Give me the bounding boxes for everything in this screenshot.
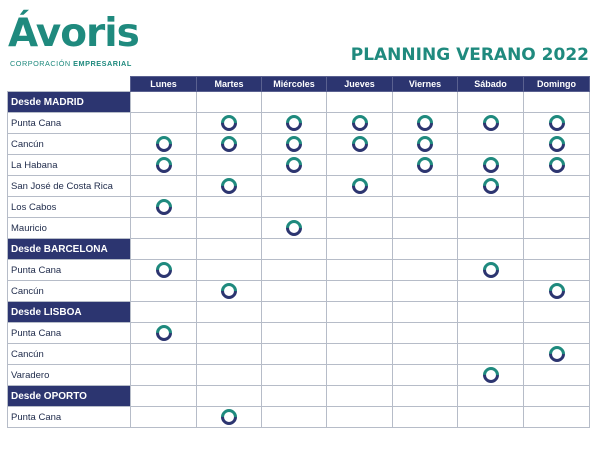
- day-cell: [524, 155, 590, 176]
- day-cell: [393, 197, 458, 218]
- day-cell: [197, 365, 262, 386]
- empty-cell: [327, 386, 393, 407]
- route-row: [8, 281, 590, 302]
- day-cell: [458, 134, 524, 155]
- day-cell: [393, 407, 458, 428]
- day-cell: [393, 134, 458, 155]
- destination-name: La Habana: [8, 155, 131, 176]
- logo-subtitle-regular: CORPORACIÓN: [10, 59, 71, 68]
- route-row: [8, 260, 590, 281]
- flight-ring-icon: [545, 279, 568, 302]
- flight-ring-icon: [218, 111, 241, 134]
- empty-cell: [458, 386, 524, 407]
- weekday-header: Miércoles: [262, 77, 327, 92]
- day-cell: [458, 344, 524, 365]
- flight-ring-icon: [283, 153, 306, 176]
- day-cell: [458, 113, 524, 134]
- flight-ring-icon: [414, 132, 437, 155]
- weekday-header: Lunes: [131, 77, 197, 92]
- day-cell: [131, 260, 197, 281]
- day-cell: [458, 323, 524, 344]
- day-cell: [262, 344, 327, 365]
- day-cell: [131, 323, 197, 344]
- flight-ring-icon: [479, 111, 502, 134]
- day-cell: [327, 323, 393, 344]
- day-cell: [197, 155, 262, 176]
- route-row: [8, 323, 590, 344]
- empty-cell: [327, 92, 393, 113]
- day-cell: [393, 260, 458, 281]
- flight-ring-icon: [414, 153, 437, 176]
- day-cell: [524, 218, 590, 239]
- flight-ring-icon: [479, 153, 502, 176]
- day-cell: [524, 344, 590, 365]
- day-cell: [458, 218, 524, 239]
- day-cell: [197, 113, 262, 134]
- empty-cell: [197, 92, 262, 113]
- day-cell: [197, 134, 262, 155]
- flight-ring-icon: [218, 405, 241, 428]
- route-row: [8, 407, 590, 428]
- empty-cell: [131, 92, 197, 113]
- day-cell: [131, 113, 197, 134]
- empty-cell: [524, 302, 590, 323]
- day-cell: [524, 407, 590, 428]
- day-cell: [524, 323, 590, 344]
- flight-ring-icon: [414, 111, 437, 134]
- section-row: [8, 302, 590, 323]
- avoris-logo: [8, 10, 158, 72]
- day-cell: [262, 323, 327, 344]
- logo-wordmark: Ávoris: [8, 11, 139, 56]
- flight-ring-icon: [152, 132, 175, 155]
- weekday-header-row: [8, 77, 590, 92]
- empty-cell: [393, 239, 458, 260]
- empty-cell: [262, 386, 327, 407]
- day-cell: [262, 407, 327, 428]
- section-label: Desde OPORTO: [8, 386, 131, 407]
- day-cell: [131, 134, 197, 155]
- schedule-body: [8, 92, 590, 428]
- day-cell: [197, 260, 262, 281]
- day-cell: [327, 218, 393, 239]
- day-cell: [131, 344, 197, 365]
- flight-ring-icon: [479, 363, 502, 386]
- flight-ring-icon: [218, 174, 241, 197]
- route-row: [8, 134, 590, 155]
- flight-ring-icon: [348, 174, 371, 197]
- flight-ring-icon: [152, 258, 175, 281]
- flight-ring-icon: [218, 132, 241, 155]
- route-row: [8, 176, 590, 197]
- flight-ring-icon: [283, 216, 306, 239]
- weekday-header: Domingo: [524, 77, 590, 92]
- day-cell: [327, 134, 393, 155]
- empty-cell: [393, 386, 458, 407]
- day-cell: [262, 176, 327, 197]
- destination-name: Punta Cana: [8, 323, 131, 344]
- flight-ring-icon: [479, 258, 502, 281]
- empty-cell: [458, 302, 524, 323]
- flight-ring-icon: [545, 111, 568, 134]
- section-label: Desde MADRID: [8, 92, 131, 113]
- day-cell: [393, 113, 458, 134]
- day-cell: [262, 281, 327, 302]
- empty-cell: [393, 302, 458, 323]
- day-cell: [131, 281, 197, 302]
- section-row: [8, 386, 590, 407]
- day-cell: [197, 218, 262, 239]
- day-cell: [197, 407, 262, 428]
- flight-ring-icon: [152, 153, 175, 176]
- section-label: Desde BARCELONA: [8, 239, 131, 260]
- destination-name: Varadero: [8, 365, 131, 386]
- day-cell: [458, 407, 524, 428]
- weekday-header: Martes: [197, 77, 262, 92]
- day-cell: [262, 365, 327, 386]
- day-cell: [524, 281, 590, 302]
- empty-cell: [131, 386, 197, 407]
- day-cell: [393, 155, 458, 176]
- day-cell: [327, 407, 393, 428]
- flight-ring-icon: [348, 132, 371, 155]
- destination-name: Cancún: [8, 281, 131, 302]
- empty-cell: [262, 239, 327, 260]
- day-cell: [327, 281, 393, 302]
- destination-name: Punta Cana: [8, 260, 131, 281]
- day-cell: [458, 176, 524, 197]
- destination-name: Cancún: [8, 344, 131, 365]
- day-cell: [524, 113, 590, 134]
- day-cell: [393, 344, 458, 365]
- day-cell: [262, 218, 327, 239]
- day-cell: [327, 260, 393, 281]
- weekday-header: Jueves: [327, 77, 393, 92]
- weekday-header: Sábado: [458, 77, 524, 92]
- day-cell: [524, 365, 590, 386]
- day-cell: [327, 155, 393, 176]
- destination-name: Los Cabos: [8, 197, 131, 218]
- flight-ring-icon: [348, 111, 371, 134]
- day-cell: [197, 281, 262, 302]
- day-cell: [393, 365, 458, 386]
- weekday-header: Viernes: [393, 77, 458, 92]
- destination-name: Punta Cana: [8, 407, 131, 428]
- empty-cell: [393, 92, 458, 113]
- page-title: PLANNING VERANO 2022: [350, 45, 589, 65]
- day-cell: [327, 365, 393, 386]
- day-cell: [197, 197, 262, 218]
- day-cell: [131, 407, 197, 428]
- day-cell: [327, 176, 393, 197]
- flight-ring-icon: [152, 321, 175, 344]
- day-cell: [131, 155, 197, 176]
- day-cell: [262, 260, 327, 281]
- flight-ring-icon: [545, 153, 568, 176]
- section-row: [8, 239, 590, 260]
- day-cell: [262, 134, 327, 155]
- day-cell: [262, 155, 327, 176]
- day-cell: [131, 218, 197, 239]
- day-cell: [393, 281, 458, 302]
- flight-ring-icon: [545, 342, 568, 365]
- day-cell: [393, 218, 458, 239]
- day-cell: [262, 197, 327, 218]
- empty-cell: [524, 386, 590, 407]
- empty-cell: [131, 239, 197, 260]
- day-cell: [524, 134, 590, 155]
- route-row: [8, 197, 590, 218]
- header-corner: [8, 77, 131, 92]
- flight-ring-icon: [545, 132, 568, 155]
- day-cell: [197, 176, 262, 197]
- flight-ring-icon: [152, 195, 175, 218]
- empty-cell: [197, 239, 262, 260]
- route-row: [8, 113, 590, 134]
- day-cell: [197, 344, 262, 365]
- day-cell: [262, 113, 327, 134]
- route-row: [8, 218, 590, 239]
- empty-cell: [327, 302, 393, 323]
- destination-name: Punta Cana: [8, 113, 131, 134]
- day-cell: [131, 197, 197, 218]
- route-row: [8, 365, 590, 386]
- logo-subtitle: [10, 59, 132, 68]
- flight-ring-icon: [479, 174, 502, 197]
- empty-cell: [458, 92, 524, 113]
- day-cell: [524, 260, 590, 281]
- day-cell: [393, 176, 458, 197]
- flight-ring-icon: [218, 279, 241, 302]
- flight-ring-icon: [283, 132, 306, 155]
- empty-cell: [524, 239, 590, 260]
- logo-subtitle-bold: EMPRESARIAL: [73, 59, 132, 68]
- day-cell: [327, 197, 393, 218]
- empty-cell: [327, 239, 393, 260]
- day-cell: [524, 176, 590, 197]
- flight-ring-icon: [283, 111, 306, 134]
- empty-cell: [197, 386, 262, 407]
- empty-cell: [262, 92, 327, 113]
- empty-cell: [131, 302, 197, 323]
- route-row: [8, 155, 590, 176]
- day-cell: [458, 155, 524, 176]
- day-cell: [458, 197, 524, 218]
- day-cell: [524, 197, 590, 218]
- section-row: [8, 92, 590, 113]
- destination-name: San José de Costa Rica: [8, 176, 131, 197]
- day-cell: [458, 281, 524, 302]
- day-cell: [393, 323, 458, 344]
- destination-name: Cancún: [8, 134, 131, 155]
- day-cell: [131, 365, 197, 386]
- day-cell: [327, 113, 393, 134]
- flight-schedule-table: [7, 76, 590, 428]
- empty-cell: [458, 239, 524, 260]
- empty-cell: [197, 302, 262, 323]
- empty-cell: [524, 92, 590, 113]
- route-row: [8, 344, 590, 365]
- day-cell: [458, 260, 524, 281]
- destination-name: Mauricio: [8, 218, 131, 239]
- day-cell: [131, 176, 197, 197]
- day-cell: [327, 344, 393, 365]
- section-label: Desde LISBOA: [8, 302, 131, 323]
- empty-cell: [262, 302, 327, 323]
- day-cell: [197, 323, 262, 344]
- day-cell: [458, 365, 524, 386]
